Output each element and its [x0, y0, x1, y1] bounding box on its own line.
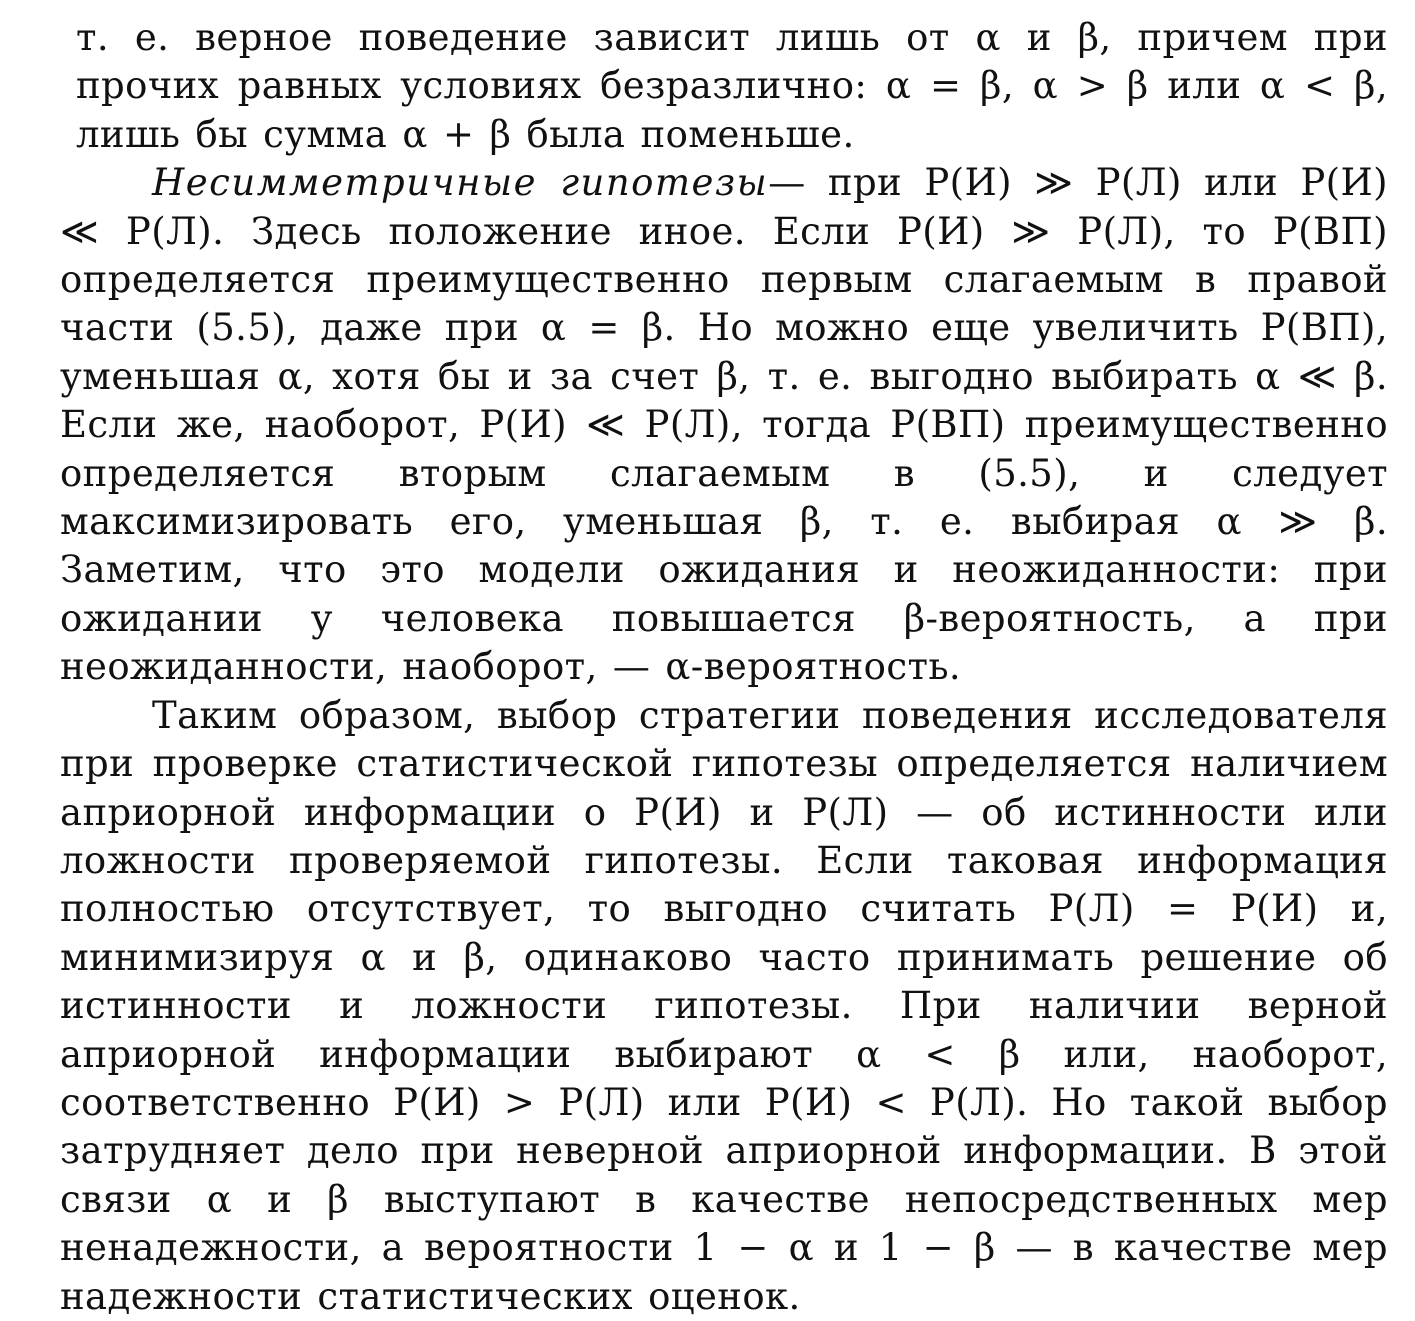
paragraph-2-italic-term: Несимметричные гипотезы [152, 161, 769, 205]
paragraph-1 [60, 14, 1388, 159]
document-page [60, 14, 1388, 1318]
paragraph-3 [60, 692, 1388, 1321]
paragraph-2 [60, 159, 1388, 691]
paragraph-3-text: Таким образом, выбор стратегии поведения исследователя при проверке статистической гипотезы определяется наличием априорной информации о P(И) и P(Л) — об истинности или ложности проверяемой гипотезы. Если таковая информация полностью отсутствует, то выгодно считать P(Л) = P(И) и, минимизируя α и β, одинаково часто принимать решение об истинности и ложности гипотезы. При наличии верной априорной информации выбирают α < β или, наоборот, соответственно P(И) > P(Л) или P(И) < P(Л). Но такой выбор затрудняет дело при неверной априорной информации. В этой связи α и β выступают в качестве непосредственных мер ненадежности, а вероятности 1 − α и 1 − β — в качестве мер надежности статистических оценок. [60, 693, 1388, 1318]
paragraph-2-text: — при P(И) ≫ P(Л) или P(И) ≪ P(Л). Здесь положение иное. Если P(И) ≫ P(Л), то P(ВП) определяется преимущественно первым слагаемым в правой части (5.5), даже при α = β. Но можно еще увеличить P(ВП), уменьшая α, хотя бы и за счет β, т. е. выгодно выбирать α ≪ β. Если же, наоборот, P(И) ≪ P(Л), тогда P(ВП) преимущественно определяется вторым слагаемым в (5.5), и следует максимизировать его, уменьшая β, т. е. выбирая α ≫ β. Заметим, что это модели ожидания и неожиданности: при ожидании у человека повышается β-вероятность, а при неожиданности, наоборот, — α-вероятность. [60, 161, 1388, 689]
paragraph-1-text: т. е. верное поведение зависит лишь от α и β, причем при прочих равных условиях безразлично: α = β, α > β или α < β, лишь бы сумма α + β была поменьше. [76, 16, 1388, 156]
